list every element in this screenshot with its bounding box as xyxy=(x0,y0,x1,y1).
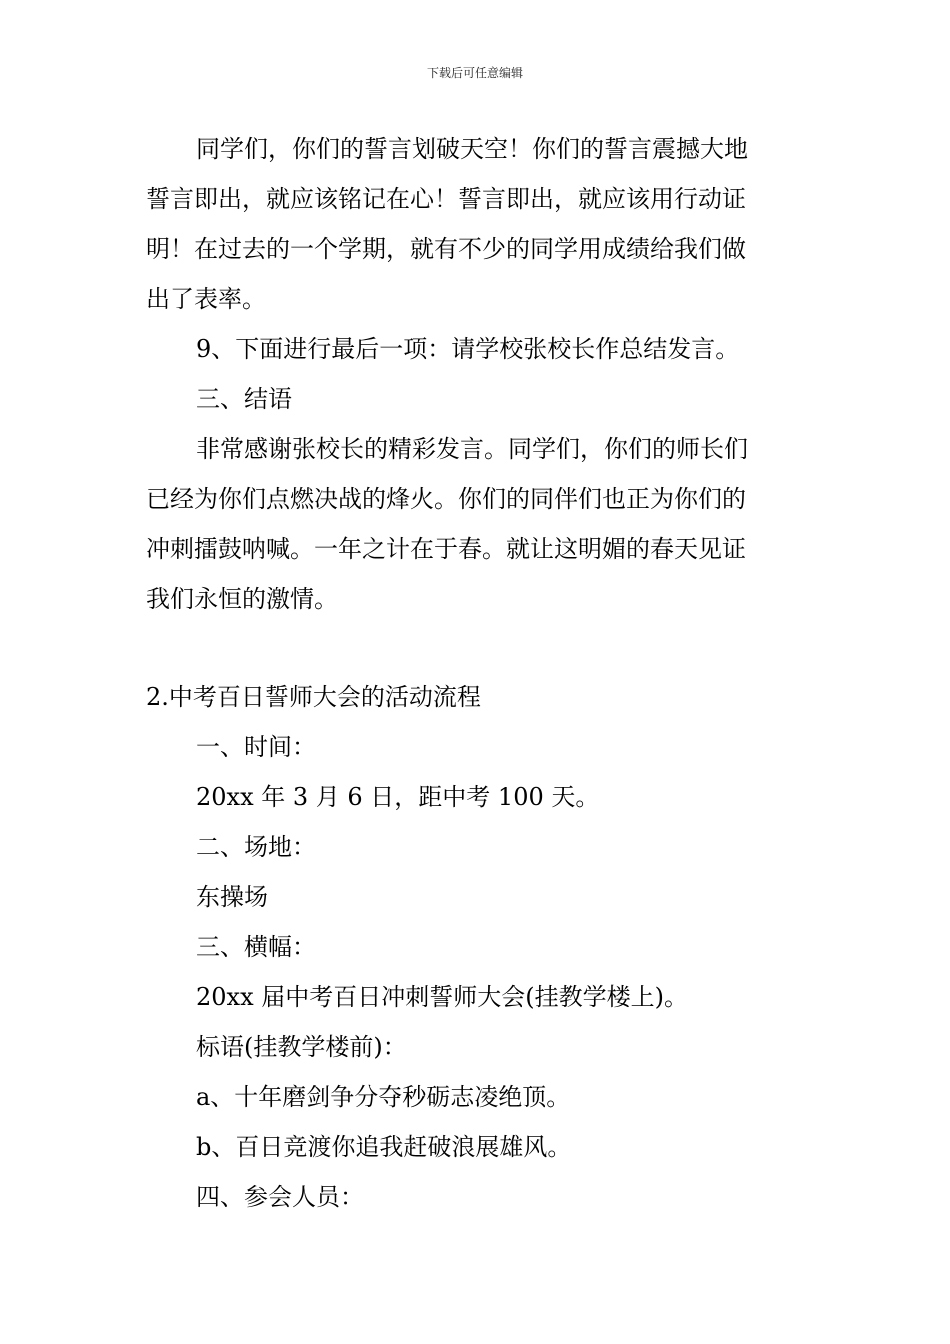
heading-conclusion: 三、结语 xyxy=(196,385,292,413)
paragraph-closing-line-4: 我们永恒的激情。 xyxy=(146,585,338,613)
paragraph-closing-line-3: 冲刺擂鼓呐喊。一年之计在于春。就让这明媚的春天见证 xyxy=(146,535,746,563)
heading-time: 一、时间： xyxy=(196,733,316,761)
page-header-note: 下载后可任意编辑 xyxy=(426,66,523,80)
paragraph-oath-line-1: 同学们，你们的誓言划破天空！你们的誓言震撼大地 xyxy=(196,135,748,163)
heading-venue: 二、场地： xyxy=(196,833,316,861)
banner-value: 20xx 届中考百日冲刺誓师大会(挂教学楼上)。 xyxy=(196,983,688,1011)
time-value: 20xx 年 3 月 6 日，距中考 100 天。 xyxy=(196,783,600,811)
paragraph-closing-line-2: 已经为你们点燃决战的烽火。你们的同伴们也正为你们的 xyxy=(146,485,746,513)
heading-banner: 三、横幅： xyxy=(196,933,316,961)
paragraph-oath-line-3: 明！在过去的一个学期，就有不少的同学用成绩给我们做 xyxy=(146,235,746,263)
paragraph-closing-line-1: 非常感谢张校长的精彩发言。同学们，你们的师长们 xyxy=(196,435,748,463)
paragraph-oath-line-2: 誓言即出，就应该铭记在心！誓言即出，就应该用行动证 xyxy=(146,185,746,213)
venue-value: 东操场 xyxy=(196,883,268,911)
section-title: 2.中考百日誓师大会的活动流程 xyxy=(146,683,481,711)
heading-slogan: 标语(挂教学楼前)： xyxy=(196,1033,407,1061)
heading-attendees: 四、参会人员： xyxy=(196,1183,364,1211)
slogan-b: b、百日竞渡你追我赶破浪展雄风。 xyxy=(196,1133,572,1161)
agenda-item-9: 9、下面进行最后一项：请学校张校长作总结发言。 xyxy=(196,335,740,363)
paragraph-oath-line-4: 出了表率。 xyxy=(146,285,266,313)
slogan-a: a、十年磨剑争分夺秒砺志凌绝顶。 xyxy=(196,1083,571,1111)
